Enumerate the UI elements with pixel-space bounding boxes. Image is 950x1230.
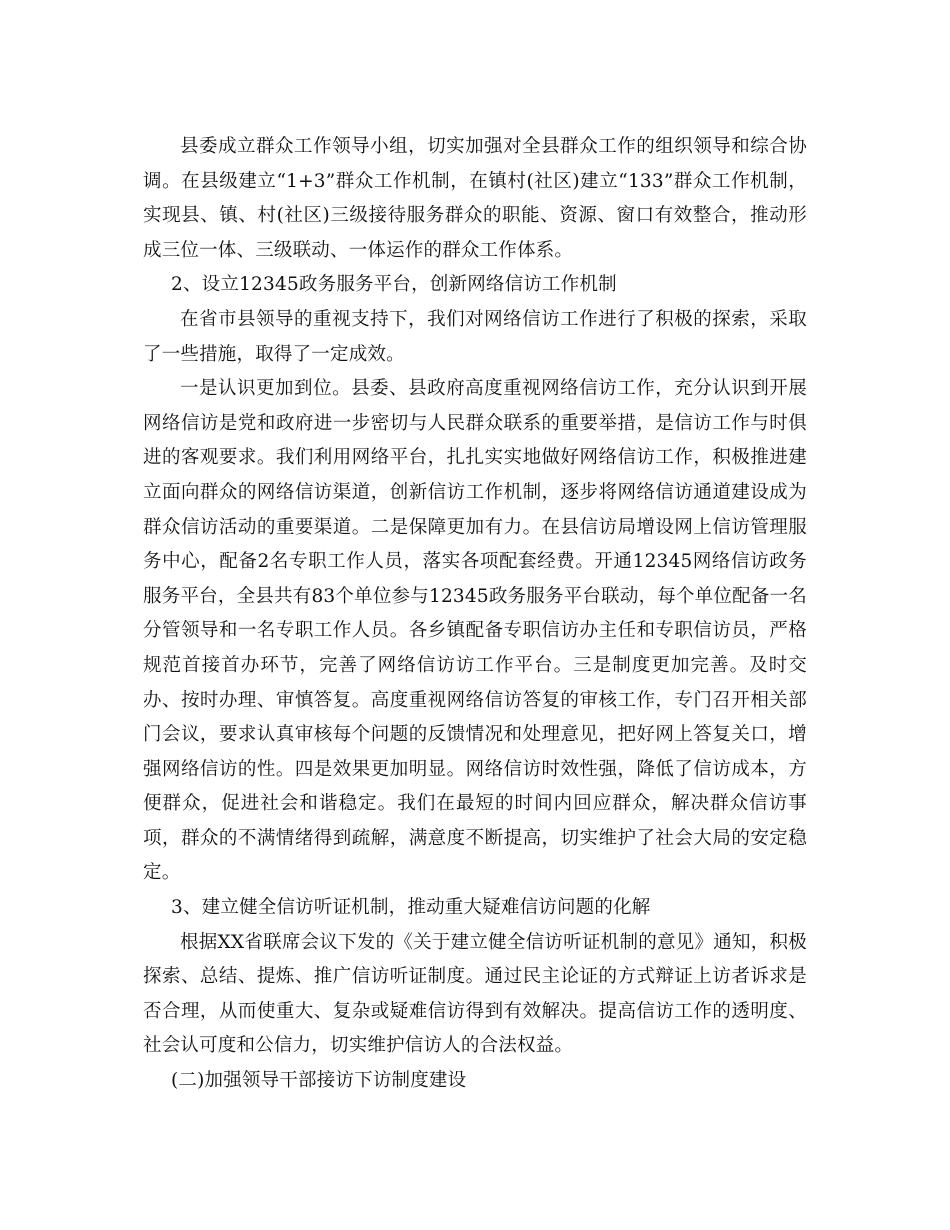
document-body: [143, 130, 807, 1099]
paragraph-hearing-mechanism: 根据XX省联席会议下发的《关于建立健全信访听证机制的意见》通知，积极探索、总结、提炼、推广信访听证制度。通过民主论证的方式辩证上访者诉求是否合理，从而使重大、复杂或疑难信访得到有效解决。提高信访工作的透明度、社会认可度和公信力，切实维护信访人的合法权益。: [143, 931, 807, 1057]
heading-12345-platform: 2、设立12345政务服务平台，创新网络信访工作机制: [171, 274, 617, 296]
heading-leader-reception: (二)加强领导干部接访下访制度建设: [171, 1070, 467, 1092]
paragraph-mass-work-leadership: 县委成立群众工作领导小组，切实加强对全县群众工作的组织领导和综合协调。在县级建立“1+3”群众工作机制，在镇村(社区)建立“133”群众工作机制，实现县、镇、村(社区)三级接待服务群众的职能、资源、窗口有效整合，推动形成三位一体、三级联动、一体运作的群众工作体系。: [143, 136, 807, 261]
paragraph-online-petition-intro: 在省市县领导的重视支持下，我们对网络信访工作进行了积极的探索，采取了一些措施，取得了一定成效。: [143, 308, 807, 365]
paragraph-online-petition-measures: 一是认识更加到位。县委、县政府高度重视网络信访工作，充分认识到开展网络信访是党和政府进一步密切与人民群众联系的重要举措，是信访工作与时俱进的客观要求。我们利用网络平台，扎扎实实地做好网络信访工作，积极推进建立面向群众的网络信访渠道，创新信访工作机制，逐步将网络信访通道建设成为群众信访活动的重要渠道。二是保障更加有力。在县信访局增设网上信访管理服务中心，配备2名专职工作人员，落实各项配套经费。开通12345网络信访政务服务平台，全县共有83个单位参与12345政务服务平台联动，每个单位配备一名分管领导和一名专职工作人员。各乡镇配备专职信访办主任和专职信访员，严格规范首接首办环节，完善了网络信访访工作平台。三是制度更加完善。及时交办、按时办理、审慎答复。高度重视网络信访答复的审核工作，专门召开相关部门会议，要求认真审核每个问题的反馈情况和处理意见，把好网上答复关口，增强网络信访的性。四是效果更加明显。网络信访时效性强，降低了信访成本，方便群众，促进社会和谐稳定。我们在最短的时间内回应群众，解决群众信访事项，群众的不满情绪得到疏解，满意度不断提高，切实维护了社会大局的安定稳定。: [143, 378, 807, 884]
heading-hearing-mechanism: 3、建立健全信访听证机制，推动重大疑难信访问题的化解: [171, 897, 651, 919]
